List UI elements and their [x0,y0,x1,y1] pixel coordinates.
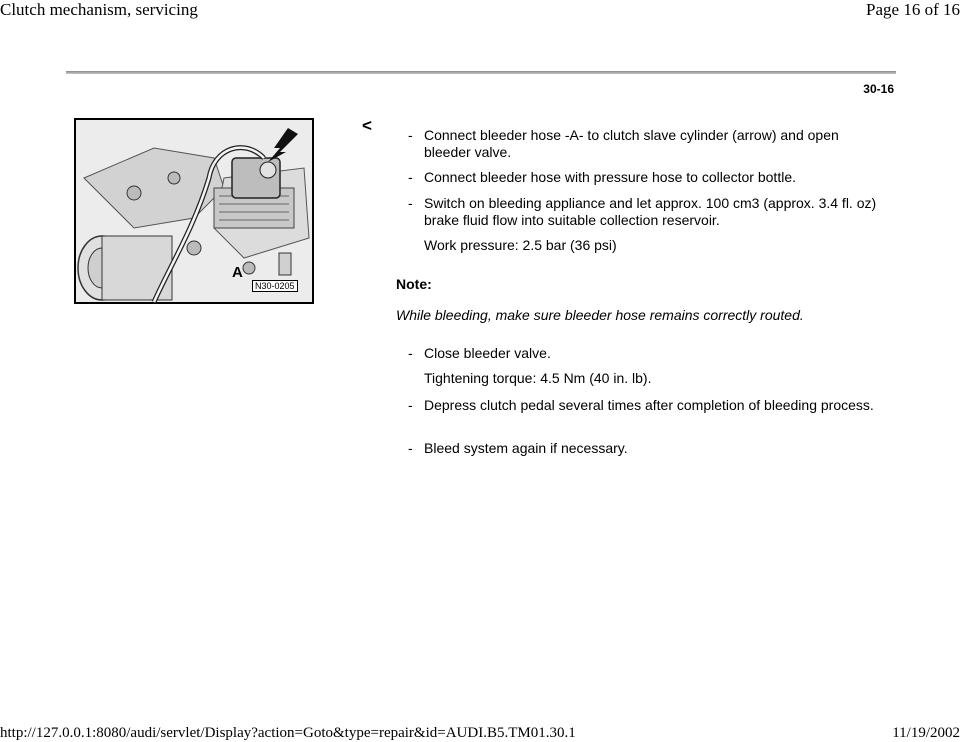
work-pressure-spec: Work pressure: 2.5 bar (36 psi) [424,237,617,253]
figure-reference-marker: < [362,116,372,135]
step-text: Close bleeder valve. [424,345,551,361]
figure-code: N30-0205 [252,280,298,292]
step-dash: - [408,345,413,361]
footer-date: 11/19/2002 [892,725,960,741]
step-text: Bleed system again if necessary. [424,440,628,456]
step-text: Connect bleeder hose with pressure hose to collector bottle. [424,169,796,185]
page-indicator: Page 16 of 16 [866,0,960,19]
footer-url: http://127.0.0.1:8080/audi/servlet/Display?action=Goto&type=repair&id=AUDI.B5.TM01.30.1 [0,725,576,741]
step-dash: - [408,440,413,456]
step-dash: - [408,195,413,211]
step-dash: - [408,397,413,413]
step-dash: - [408,127,413,143]
clutch-slave-cylinder-illustration [74,118,314,304]
tightening-torque-spec: Tightening torque: 4.5 Nm (40 in. lb). [424,370,652,386]
section-page-code: 30-16 [863,82,894,96]
callout-a-label: A [232,264,243,281]
step-dash: - [408,169,413,185]
step-text: Switch on bleeding appliance and let approx. 100 cm3 (approx. 3.4 fl. oz) brake fluid flow into suitable collection reservoir. [424,195,877,228]
step-text: Depress clutch pedal several times after completion of bleeding process. [424,397,874,413]
step-text: Connect bleeder hose -A- to clutch slave cylinder (arrow) and open bleeder valve. [424,127,839,160]
document-title: Clutch mechanism, servicing [0,0,198,19]
header-rule [66,71,896,74]
note-text: While bleeding, make sure bleeder hose remains correctly routed. [396,307,804,323]
note-label: Note: [396,276,432,292]
